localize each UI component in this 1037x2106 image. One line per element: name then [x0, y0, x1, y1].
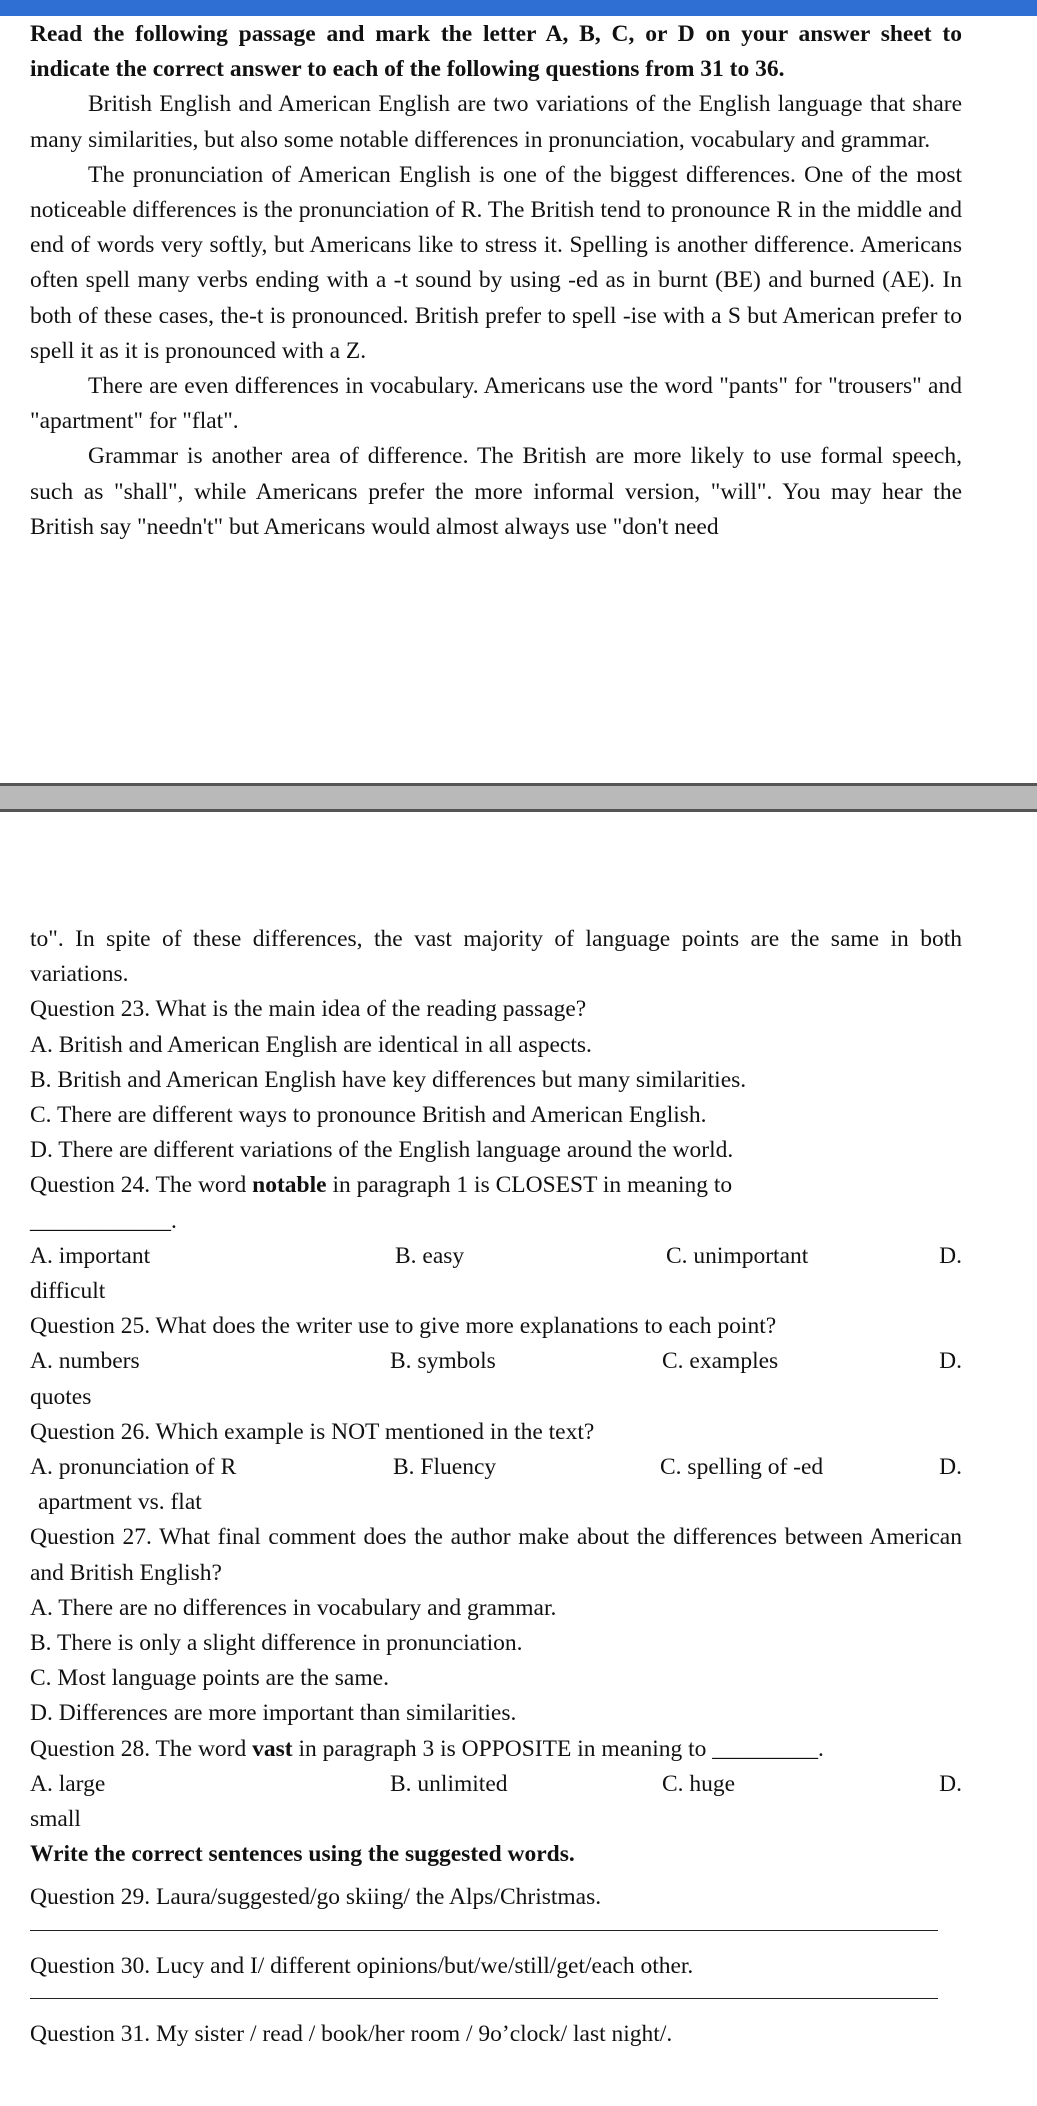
q26-option-b: B. Fluency	[393, 1454, 497, 1481]
keyword-notable: notable	[252, 1172, 327, 1199]
q25-option-b: B. symbols	[390, 1348, 496, 1375]
q27-option-d: D. Differences are more important than similarities.	[30, 1700, 517, 1727]
passage-paragraph-2: The pronunciation of American English is one of the biggest differences. One of the most noticeable differences is the pronunciation of R. The British tend to pronounce R in the middle and end of words very softly, but Americans like to stress it. Spelling is another difference. Americans often spell many verbs ending with a -t sound by using -ed as in burnt (BE) and burned (AE). In both of these cases, the-t is pronounced. British prefer to spell -ise with a S but American prefer to spell it as it is pronounced with a Z.	[30, 161, 962, 364]
q28-option-c: C. huge	[662, 1770, 736, 1797]
q23-option-c: C. There are different ways to pronounce British and American English.	[30, 1102, 707, 1129]
passage-paragraph-4-continued: to". In spite of these differences, the vast majority of language points are the same in both variations.	[30, 926, 962, 988]
q28-option-b: B. unlimited	[390, 1770, 508, 1797]
page-2	[30, 922, 962, 2052]
question-28: Question 28. The word vast in paragraph 3 is OPPOSITE in meaning to _________.	[30, 1735, 824, 1762]
q26-options	[30, 1450, 962, 1485]
q23-option-b: B. British and American English have key differences but many similarities.	[30, 1066, 747, 1093]
q28-option-d-text: small	[30, 1806, 81, 1833]
q25-options	[30, 1344, 962, 1379]
q24-options	[30, 1239, 962, 1274]
q24-option-d: D.	[939, 1242, 962, 1269]
q24-option-a: A. important	[30, 1242, 151, 1269]
q26-option-c: C. spelling of -ed	[660, 1454, 824, 1481]
top-accent-bar	[0, 0, 1037, 16]
page-break	[0, 786, 1037, 809]
passage-paragraph-3: There are even differences in vocabulary. Americans use the word "pants" for "trousers" and "apartment" for "flat".	[30, 373, 962, 435]
q26-option-d: D.	[939, 1454, 962, 1481]
keyword-vast: vast	[252, 1735, 293, 1762]
question-30: Question 30. Lucy and I/ different opinions/but/we/still/get/each other.	[30, 1952, 694, 1979]
passage-paragraph-1: British English and American English are two variations of the English language that share many similarities, but also some notable differences in pronunciation, vocabulary and grammar.	[30, 91, 962, 153]
q24-option-d-text: difficult	[30, 1278, 106, 1305]
q23-option-d: D. There are different variations of the English language around the world.	[30, 1137, 734, 1164]
q28-option-a: A. large	[30, 1770, 106, 1797]
writing-heading: Write the correct sentences using the suggested words.	[30, 1841, 575, 1868]
q24-option-c: C. unimportant	[666, 1242, 809, 1269]
q26-option-a: A. pronunciation of R	[30, 1454, 237, 1481]
q30-answer-line[interactable]	[30, 1998, 938, 1999]
q24-option-b: B. easy	[395, 1242, 465, 1269]
q28-options	[30, 1767, 962, 1802]
page-1	[30, 17, 962, 545]
q27-option-c: C. Most language points are the same.	[30, 1665, 389, 1692]
q25-option-a: A. numbers	[30, 1348, 140, 1375]
question-29: Question 29. Laura/suggested/go skiing/ the Alps/Christmas.	[30, 1884, 602, 1911]
q28-option-d: D.	[939, 1770, 962, 1797]
instruction: Read the following passage and mark the letter A, B, C, or D on your answer sheet to indicate the correct answer to each of the following questions from 31 to 36.	[30, 21, 962, 83]
q25-option-c: C. examples	[662, 1348, 779, 1375]
question-26: Question 26. Which example is NOT mentioned in the text?	[30, 1418, 595, 1445]
q29-answer-line[interactable]	[30, 1930, 938, 1931]
q27-option-a: A. There are no differences in vocabulary and grammar.	[30, 1594, 557, 1621]
q23-option-a: A. British and American English are identical in all aspects.	[30, 1031, 592, 1058]
question-23: Question 23. What is the main idea of the reading passage?	[30, 996, 587, 1023]
q24-answer-blank: ____________.	[30, 1207, 177, 1234]
q26-option-d-text: apartment vs. flat	[38, 1489, 202, 1516]
q25-option-d-text: quotes	[30, 1383, 92, 1410]
passage-paragraph-4: Grammar is another area of difference. The British are more likely to use formal speech, such as "shall", while Americans prefer the more informal version, "will". You may hear the British say "needn't" but Americans would almost always use "don't need	[30, 443, 962, 540]
question-27: Question 27. What final comment does the author make about the differences between American and British English?	[30, 1524, 962, 1586]
q27-option-b: B. There is only a slight difference in pronunciation.	[30, 1630, 523, 1657]
question-31: Question 31. My sister / read / book/her room / 9o’clock/ last night/.	[30, 2020, 673, 2047]
question-25: Question 25. What does the writer use to give more explanations to each point?	[30, 1313, 777, 1340]
question-24: Question 24. The word notable in paragraph 1 is CLOSEST in meaning to	[30, 1172, 733, 1199]
q25-option-d: D.	[939, 1348, 962, 1375]
page-break-line	[0, 809, 1037, 812]
